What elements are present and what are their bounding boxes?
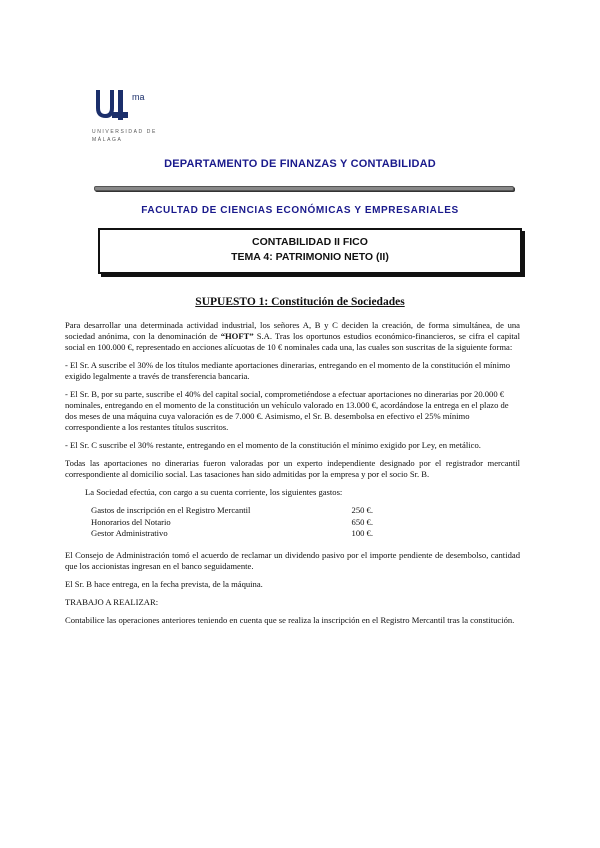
faculty-heading: FACULTAD DE CIENCIAS ECONÓMICAS Y EMPRESARIALES [141, 205, 459, 216]
partner-c-paragraph: - El Sr. C suscribe el 30% restante, entregando en el momento de la constitución el mínimo exigido por Ley, en metálico. [65, 440, 481, 450]
intro-text-a: Para desarrollar una determinada actividad industrial, los señores A, B y C deciden la creación, de forma simultánea, de una sociedad anónima, con la denominación de [65, 320, 520, 341]
expense-amount: 100 €. [351, 528, 373, 538]
expense-amount: 250 €. [351, 505, 373, 515]
department-heading: DEPARTAMENTO DE FINANZAS Y CONTABILIDAD [164, 158, 436, 170]
valuation-paragraph: Todas las aportaciones no dinerarias fueron valoradas por un experto independiente designado por el registrador mercantil correspondiente al domicilio social. Las tasaciones han sido admitidas por la empresa y por el socio Sr. B. [65, 458, 520, 479]
university-name: UNIVERSIDAD DE MÁLAGA [92, 129, 157, 143]
course-name: CONTABILIDAD II FICO [252, 236, 368, 248]
course-title-box [98, 228, 522, 274]
expenses-intro: La Sociedad efectúa, con cargo a su cuenta corriente, los siguientes gastos: [85, 487, 343, 497]
expense-label: Honorarios del Notario [91, 516, 171, 527]
expense-label: Gestor Administrativo [91, 528, 168, 538]
intro-text-b: S.A. Tras los oportunos estudios económico-financieros, se cifra el capital social en 100.000 €, representado en acciones alícuotas de 10 € nominales cada una, las cuales son suscritas de la siguiente forma: [65, 331, 520, 352]
machine-paragraph: El Sr. B hace entrega, en la fecha prevista, de la máquina. [65, 578, 263, 589]
expense-label: Gastos de inscripción en el Registro Mercantil [91, 505, 251, 515]
intro-paragraph [65, 320, 520, 353]
header-divider [94, 186, 514, 191]
dividend-paragraph: El Consejo de Administración tomó el acuerdo de reclamar un dividendo pasivo por el importe pendiente de desembolso, cantidad que los accionistas ingresan en el banco seguidamente. [65, 549, 520, 571]
table-row [91, 517, 373, 529]
expenses-table [91, 505, 373, 540]
table-row [91, 528, 373, 540]
task-paragraph: Contabilice las operaciones anteriores teniendo en cuenta que se realiza la inscripción en el Registro Mercantil tras la constitución. [65, 614, 515, 625]
task-title: TRABAJO A REALIZAR: [65, 596, 159, 607]
exercise-title: SUPUESTO 1: Constitución de Sociedades [195, 296, 405, 308]
table-row [91, 505, 373, 517]
partner-b-paragraph: - El Sr. B, por su parte, suscribe el 40% del capital social, comprometiéndose a efectuar aportaciones no dinerarias por 20.000 € nominales, entregando en el momento de la constitución un vehículo valorado en 13.000 €, acordándose la entrega en el plazo de dos meses de una máquina cuya valoración es de 7.000 €. Asimismo, el Sr. B. desembolsa en efectivo el 25% mínimo correspondiente a los restantes títulos suscritos. [65, 389, 509, 432]
logo-text: ma [132, 92, 145, 102]
partner-a-paragraph: - El Sr. A suscribe el 30% de los títulos mediante aportaciones dinerarias, entregando en el momento de la constitución el mínimo exigido legalmente a través de transferencia bancaria. [65, 360, 511, 381]
expense-amount: 650 €. [351, 516, 373, 527]
topic-title: TEMA 4: PATRIMONIO NETO (II) [231, 251, 389, 263]
document-body [65, 320, 520, 633]
company-name: “HOFT” [220, 331, 254, 341]
